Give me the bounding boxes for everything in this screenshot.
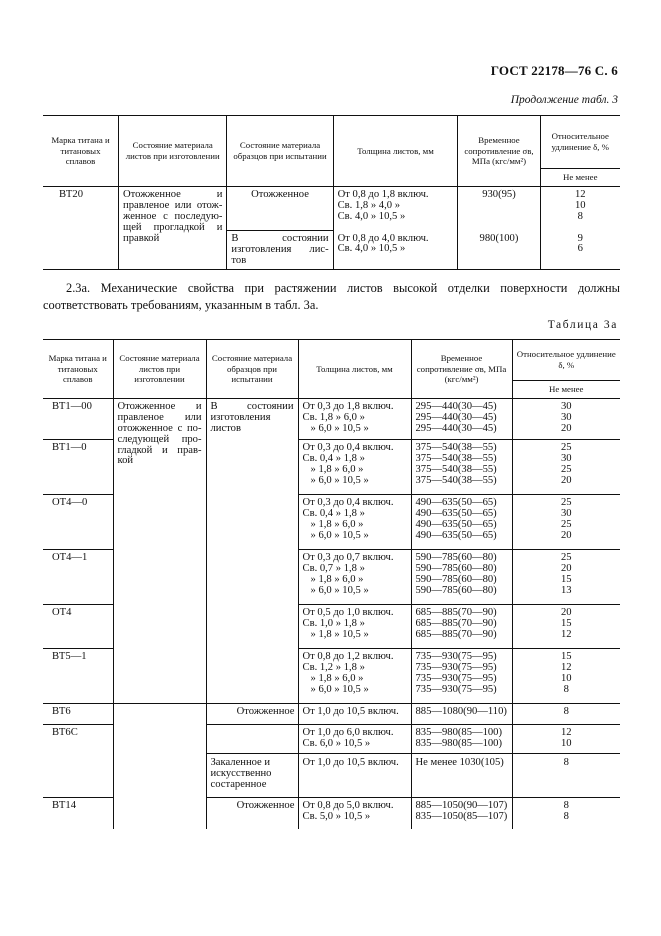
state-sample-cell: Отожженное (227, 187, 333, 231)
state-sample-cell: Отожженное (206, 704, 298, 725)
state-sample-cell: В состоянии изготовления лис- тов (227, 231, 333, 270)
state-sheet-cell: Отожженное и правленое или отожженное с по- следующей про- гладкой и прав- кой (113, 399, 206, 704)
col-header-not-less: Не менее (540, 168, 620, 186)
grade-label: ВТ20 (59, 189, 83, 200)
grade-cell: ВТ1—0 (52, 442, 87, 453)
strength-cell: 885—1050(90—107) 835—1050(85—107) (411, 798, 512, 830)
col-header-elongation: Относительное удлинение δ, % (540, 116, 620, 169)
elongation-cell: 30 30 20 (512, 399, 620, 440)
state-sample-cell: Закаленное и искусственно состаренное (206, 754, 298, 798)
col-header-thickness: Толщина листов, мм (333, 116, 458, 187)
thickness-cell: От 0,5 до 1,0 включ. Св. 1,0 » 1,8 » » 1,8 » 10,5 » (298, 605, 411, 649)
thickness-cell: От 1,0 до 10,5 включ. (298, 754, 411, 798)
grade-cell: ВТ14 (52, 800, 76, 811)
thickness-cell: От 1,0 до 10,5 включ. (298, 704, 411, 725)
strength-cell: 490—635(50—65) 490—635(50—65) 490—635(50—65) 490—635(50—65) (411, 495, 512, 550)
elongation-cell: 8 8 (512, 798, 620, 830)
elongation-cell: 25 20 15 13 (512, 550, 620, 605)
paragraph-2-3a: 2.3а. Механические свойства при растяжении листов высокой отделки поверхности должны соответствовать требованиям, указанным в табл. 3а. (43, 281, 620, 312)
grade-cell: ОТ4 (52, 607, 72, 618)
col-header-state-sheet: Состояние материала листов при изготовлении (119, 116, 227, 187)
thickness-cell: От 0,3 до 0,7 включ. Св. 0,7 » 1,8 » » 1,8 » 6,0 » » 6,0 » 10,5 » (298, 550, 411, 605)
thickness-cell: От 0,8 до 1,2 включ. Св. 1,2 » 1,8 » » 1,8 » 6,0 » » 6,0 » 10,5 » (298, 649, 411, 704)
thickness-cell: От 0,3 до 0,4 включ. Св. 0,4 » 1,8 » » 1,8 » 6,0 » » 6,0 » 10,5 » (298, 495, 411, 550)
elongation-cell: 8 (512, 754, 620, 798)
grade-cell: ВТ6С (52, 727, 78, 738)
state-sample-cell: В состоянии изготовления листов (206, 399, 298, 704)
elongation-cell: 25 30 25 20 (512, 495, 620, 550)
thickness-cell: От 0,8 до 1,8 включ. Св. 1,8 » 4,0 » Св. 4,0 » 10,5 » (333, 187, 458, 231)
col-header-grade: Марка титана и титановых сплавов (48, 352, 107, 385)
strength-cell: Не менее 1030(105) (411, 754, 512, 798)
thickness-cell: От 0,8 до 5,0 включ. Св. 5,0 » 10,5 » (298, 798, 411, 830)
thickness-cell: От 1,0 до 6,0 включ. Св. 6,0 » 10,5 » (298, 725, 411, 754)
state-sheet-cell: Отожженное и правленое или отож- женное с последую- щей прогладкой и правкой (119, 187, 227, 270)
strength-cell: 930(95) (458, 187, 540, 231)
col-header-state-sheet: Состояние материала листов при изготовлении (113, 340, 206, 399)
state-sample-cell: Отожженное (206, 798, 298, 830)
state-sheet-cell-empty (113, 704, 206, 830)
col-header-state-sample: Состояние материала образцов при испытании (206, 340, 298, 399)
elongation-cell: 12 10 (512, 725, 620, 754)
strength-cell: 980(100) (458, 231, 540, 270)
table-3-continuation (43, 115, 620, 270)
thickness-cell: От 0,3 до 0,4 включ. Св. 0,4 » 1,8 » » 1,8 » 6,0 » » 6,0 » 10,5 » (298, 440, 411, 495)
elongation-cell: 8 (512, 704, 620, 725)
strength-cell: 885—1080(90—110) (411, 704, 512, 725)
col-header-strength: Временное сопротивление σв, МПа (кгс/мм²) (458, 116, 540, 187)
strength-cell: 685—885(70—90) 685—885(70—90) 685—885(70—90) (411, 605, 512, 649)
strength-cell: 295—440(30—45) 295—440(30—45) 295—440(30—45) (411, 399, 512, 440)
strength-cell: 835—980(85—100) 835—980(85—100) (411, 725, 512, 754)
elongation-cell: 9 6 (540, 231, 620, 270)
col-header-strength: Временное сопротивление σв, МПа (кгс/мм²) (411, 340, 512, 399)
grade-cell: ОТ4—1 (52, 552, 88, 563)
strength-cell: 375—540(38—55) 375—540(38—55) 375—540(38—55) 375—540(38—55) (411, 440, 512, 495)
grade-cell: ВТ1—00 (52, 401, 92, 412)
table-3a (43, 339, 620, 829)
elongation-cell: 15 12 10 8 (512, 649, 620, 704)
col-header-elongation: Относительное удлинение δ, % (512, 340, 620, 381)
grade-cell (43, 187, 119, 270)
table-3a-label: Таблица 3а (547, 319, 618, 331)
col-header-not-less: Не менее (512, 381, 620, 399)
thickness-cell: От 0,8 до 4,0 включ. Св. 4,0 » 10,5 » (333, 231, 458, 270)
table-continuation-label: Продолжение табл. 3 (510, 94, 618, 106)
thickness-cell: От 0,3 до 1,8 включ. Св. 1,8 » 6,0 » » 6,0 » 10,5 » (298, 399, 411, 440)
state-sample-cell-empty (206, 725, 298, 754)
col-header-state-sample: Состояние материала образцов при испытании (227, 116, 333, 187)
strength-cell: 735—930(75—95) 735—930(75—95) 735—930(75—95) 735—930(75—95) (411, 649, 512, 704)
elongation-cell: 25 30 25 20 (512, 440, 620, 495)
strength-cell: 590—785(60—80) 590—785(60—80) 590—785(60—80) 590—785(60—80) (411, 550, 512, 605)
elongation-cell: 12 10 8 (540, 187, 620, 231)
grade-cell: ВТ5—1 (52, 651, 87, 662)
grade-cell: ОТ4—0 (52, 497, 88, 508)
col-header-thickness: Толщина листов, мм (298, 340, 411, 399)
elongation-cell: 20 15 12 (512, 605, 620, 649)
page-header: ГОСТ 22178—76 С. 6 (490, 63, 618, 78)
grade-cell: ВТ6 (52, 706, 71, 717)
col-header-grade: Марка титана и титановых сплавов (51, 134, 110, 167)
